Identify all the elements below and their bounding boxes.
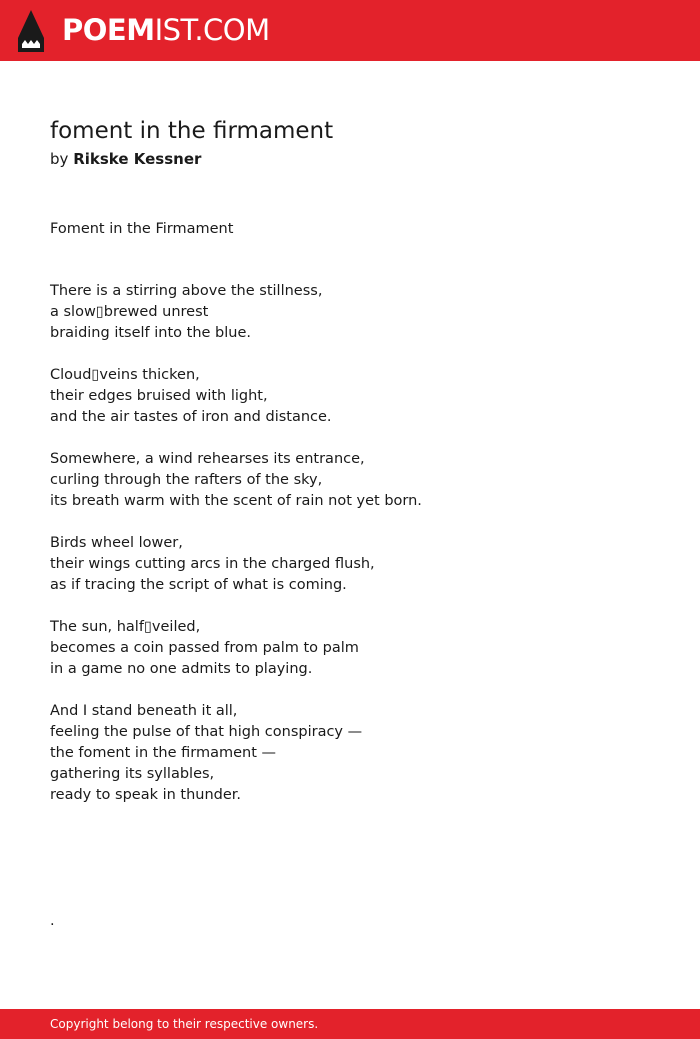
trailing-mark: . xyxy=(50,913,55,929)
poem-line: in a game no one admits to playing. xyxy=(50,661,313,677)
poem-line: gathering its syllables, xyxy=(50,766,215,782)
poem-line: a slow▯brewed unrest xyxy=(50,304,209,320)
poem-body xyxy=(50,281,670,827)
author-name: Rikske Kessner xyxy=(73,150,202,168)
poem-line: and the air tastes of iron and distance. xyxy=(50,409,332,425)
poem-line: Cloud▯veins thicken, xyxy=(50,367,200,383)
poem-line: becomes a coin passed from palm to palm xyxy=(50,640,359,656)
poem-line: as if tracing the script of what is coming. xyxy=(50,577,347,593)
stanza xyxy=(50,365,670,428)
poem-line: curling through the rafters of the sky, xyxy=(50,472,323,488)
poem-line: their wings cutting arcs in the charged flush, xyxy=(50,556,375,572)
byline xyxy=(50,148,201,170)
poem-line: its breath warm with the scent of rain not yet born. xyxy=(50,493,422,509)
poem-line: their edges bruised with light, xyxy=(50,388,268,404)
poem-line: feeling the pulse of that high conspiracy — xyxy=(50,724,363,740)
stanza xyxy=(50,281,670,344)
poem-heading: Foment in the Firmament xyxy=(50,221,234,237)
poem-line: There is a stirring above the stillness, xyxy=(50,283,323,299)
pencil-tip-icon xyxy=(18,10,44,52)
poem-line: the foment in the firmament — xyxy=(50,745,277,761)
poem-line: ready to speak in thunder. xyxy=(50,787,242,803)
stanza xyxy=(50,533,670,596)
stanza xyxy=(50,449,670,512)
poem-line: And I stand beneath it all, xyxy=(50,703,238,719)
poem-line: braiding itself into the blue. xyxy=(50,325,251,341)
poem-title: foment in the firmament xyxy=(50,118,334,144)
site-header xyxy=(0,0,700,61)
site-logo[interactable] xyxy=(62,13,270,47)
site-footer xyxy=(0,1009,700,1039)
poem-line: Birds wheel lower, xyxy=(50,535,183,551)
by-label: by xyxy=(50,150,69,168)
poem-line: Somewhere, a wind rehearses its entrance, xyxy=(50,451,365,467)
logo-light-text: IST.COM xyxy=(154,13,270,47)
copyright-text: Copyright belong to their respective owners. xyxy=(50,1017,319,1031)
logo-bold-text: POEM xyxy=(62,13,155,47)
poem-line: The sun, half▯veiled, xyxy=(50,619,201,635)
stanza xyxy=(50,701,670,806)
stanza xyxy=(50,617,670,680)
